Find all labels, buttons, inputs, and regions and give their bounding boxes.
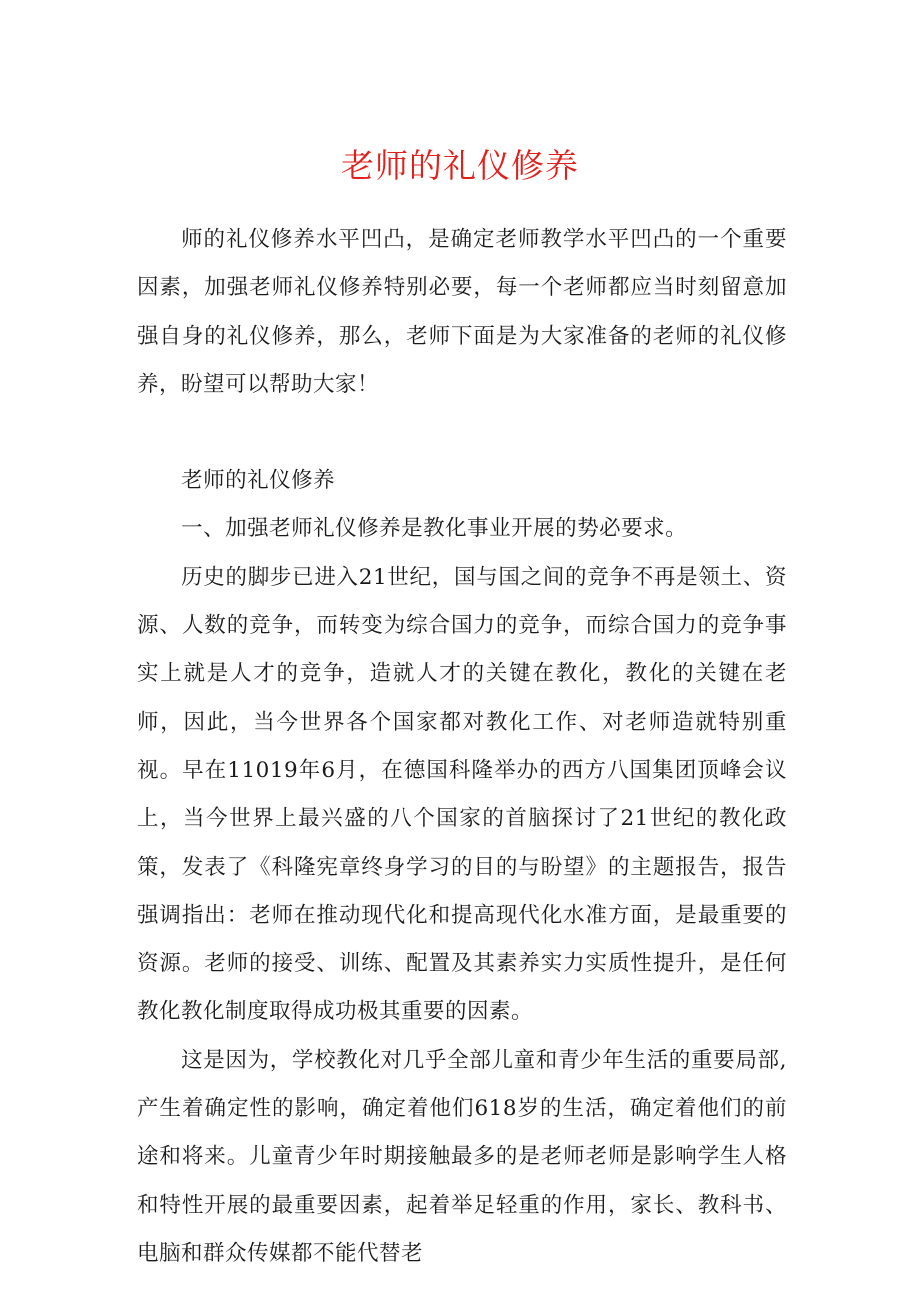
body-paragraph-1: 历史的脚步已进入21世纪，国与国之间的竞争不再是领土、资源、人数的竞争，而转变为综合国力的竞争，而综合国力的竞争事实上就是人才的竞争，造就人才的关键在教化，教化的关键在老师，因此，当今世界各个国家都对教化工作、对老师造就特别重视。早在11019年6月，在德国科隆举办的西方八国集团顶峰会议上，当今世界上最兴盛的八个国家的首脑探讨了21世纪的教化政策，发表了《科隆宪章终身学习的目的与盼望》的主题报告，报告强调指出：老师在推动现代化和提高现代化水准方面，是最重要的资源。老师的接受、训练、配置及其素养实力实质性提升，是任何教化教化制度取得成功极其重要的因素。 bbox=[137, 564, 787, 1025]
section-title: 老师的礼仪修养 bbox=[181, 468, 336, 494]
document-body bbox=[137, 216, 787, 1278]
paragraph-spacer bbox=[137, 409, 787, 457]
document-title: 老师的礼仪修养 bbox=[341, 146, 579, 185]
body-paragraph-2: 这是因为，学校教化对几乎全部儿童和青少年生活的重要局部,产生着确定性的影响，确定着他们618岁的生活，确定着他们的前途和将来。儿童青少年时期接触最多的是老师老师是影响学生人格和特性开展的最重要因素，起着举足轻重的作用，家长、教科书、电脑和群众传媒都不能代替老 bbox=[137, 1047, 787, 1266]
intro-paragraph: 师的礼仪修养水平凹凸，是确定老师教学水平凹凸的一个重要因素，加强老师礼仪修养特别必要，每一个老师都应当时刻留意加强自身的礼仪修养，那么，老师下面是为大家准备的老师的礼仪修养，盼望可以帮助大家！ bbox=[137, 227, 787, 397]
section-heading: 一、加强老师礼仪修养是教化事业开展的势必要求。 bbox=[181, 516, 688, 542]
